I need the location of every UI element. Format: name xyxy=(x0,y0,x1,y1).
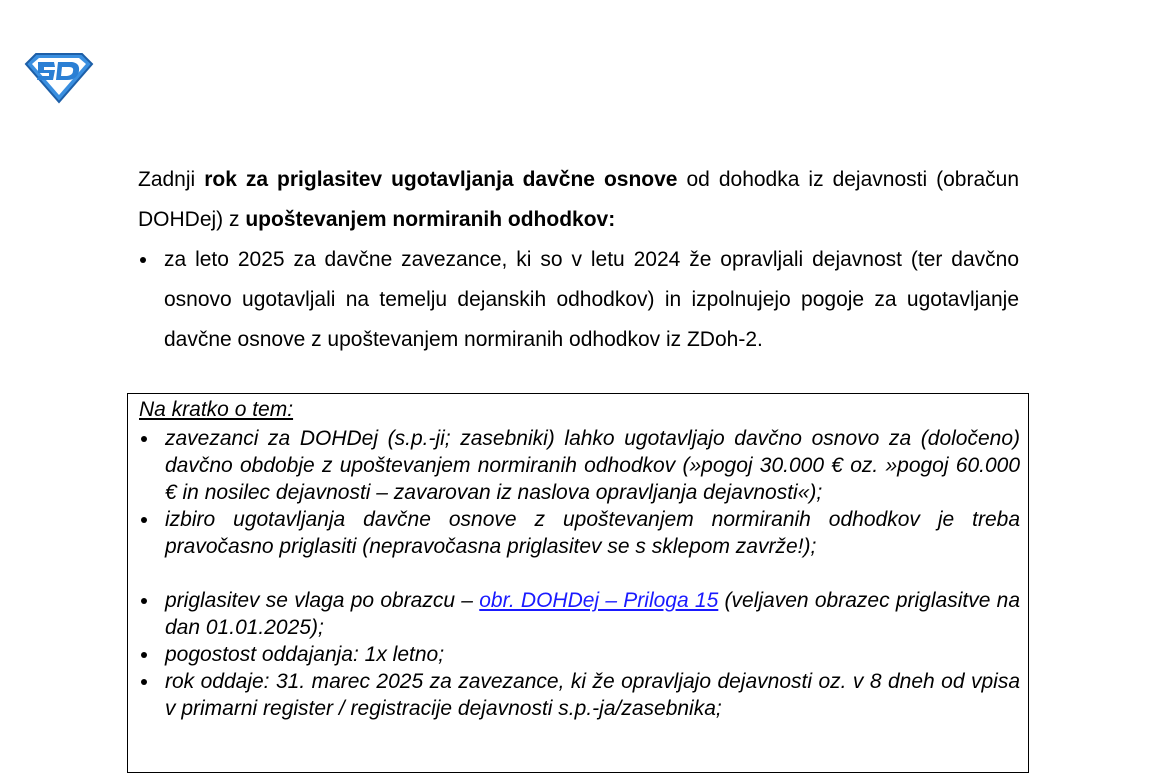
summary-box xyxy=(127,393,1029,773)
summary-title: Na kratko o tem: xyxy=(139,398,294,421)
intro-bold-deadline: rok za priglasitev ugotavljanja davčne osnove xyxy=(204,168,678,191)
form-text-after: (veljaven obrazec priglasitve na dan 01.01.2025); xyxy=(165,589,1020,639)
intro-text-2: od dohodka iz dejavnosti (obračun DOHDej) z xyxy=(138,168,1020,231)
list-item: pogostost oddajanja: 1x letno; xyxy=(139,641,1020,668)
intro-text-1: Zadnji xyxy=(138,168,205,191)
summary-list xyxy=(139,425,1020,722)
intro-paragraph xyxy=(138,160,1019,240)
form-link-dohdej-priloga-15[interactable]: obr. DOHDej – Priloga 15 xyxy=(479,589,719,612)
intro-bold-normirani: upoštevanjem normiranih odhodkov: xyxy=(245,208,616,231)
list-item xyxy=(139,587,1020,641)
list-item: izbiro ugotavljanja davčne osnove z upoštevanjem normiranih odhodkov je treba pravočasno priglasiti (nepravočasna priglasitev se s sklepom zavrže!); xyxy=(139,506,1020,560)
sd-shield-logo-icon xyxy=(22,48,96,104)
list-item: za leto 2025 za davčne zavezance, ki so v letu 2024 že opravljali dejavnost (ter davčno osnovo ugotavljali na temelju dejanskih odhodkov) in izpolnujejo pogoje za ugotavljanje davčne osnove z upoštevanjem normiranih odhodkov iz ZDoh-2. xyxy=(138,240,1019,360)
form-text-before: priglasitev se vlaga po obrazcu – xyxy=(165,589,480,612)
list-item: rok oddaje: 31. marec 2025 za zavezance, ki že opravljajo dejavnosti oz. v 8 dneh od vpisa v primarni register / registracije dejavnosti s.p.-ja/zasebnika; xyxy=(139,668,1020,722)
deadline-bullet-list xyxy=(138,240,1019,360)
list-item: zavezanci za DOHDej (s.p.-ji; zasebniki) lahko ugotavljajo davčno osnovo za (določeno) davčno obdobje z upoštevanjem normiranih odhodkov (»pogoj 30.000 € oz. »pogoj 60.000 € in nosilec dejavnosti – zavarovan iz naslova opravljanja dejavnosti«); xyxy=(139,425,1020,506)
